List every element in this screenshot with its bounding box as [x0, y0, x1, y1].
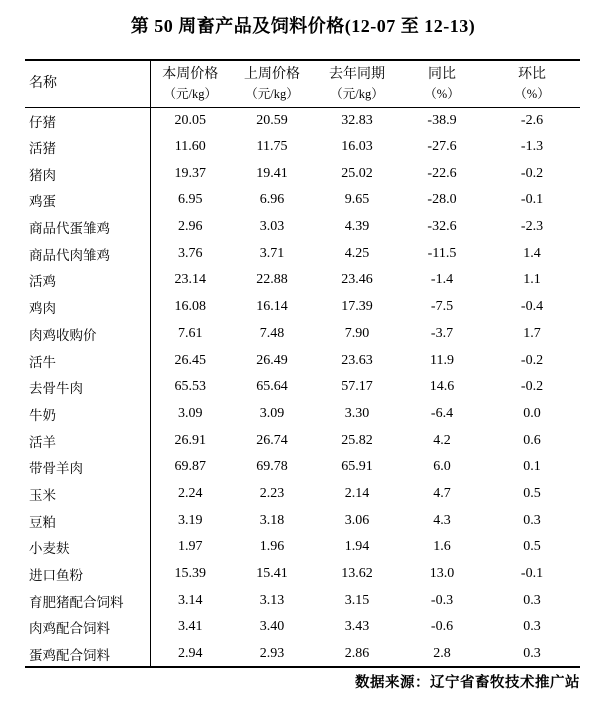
row-name-cell: 肉鸡配合饲料 [25, 614, 150, 641]
row-value-cell: 3.13 [259, 592, 285, 608]
table-row [25, 240, 580, 267]
header-last-year-label: 去年同期 [329, 66, 385, 82]
row-value-cell: 3.09 [178, 405, 203, 421]
header-last-year-unit: （元/kg） [330, 86, 384, 101]
header-yoy-change [400, 60, 484, 107]
row-name-cell: 小麦麸 [25, 534, 150, 561]
row-value-cell: 15.39 [174, 566, 206, 582]
row-value-cell: 26.45 [174, 352, 206, 368]
row-value-cell: -22.6 [427, 165, 457, 181]
table-row [25, 401, 580, 428]
header-this-week-price [150, 60, 230, 107]
row-value-cell: 3.18 [259, 512, 285, 528]
row-name-cell: 鸡蛋 [25, 187, 150, 214]
row-value-cell: 1.7 [523, 325, 541, 341]
row-value-cell: -3.7 [430, 325, 454, 341]
row-name-cell: 肉鸡收购价 [25, 321, 150, 348]
row-value-cell: 26.91 [174, 432, 206, 448]
row-value-cell: 7.61 [178, 325, 203, 341]
row-name-cell: 活猪 [25, 134, 150, 161]
row-value-cell: 4.25 [344, 245, 370, 261]
row-value-cell: 2.14 [344, 485, 370, 501]
row-value-cell: 0.5 [523, 539, 541, 555]
row-value-cell: 0.3 [523, 592, 541, 608]
table-row [25, 641, 580, 668]
header-last-week-price [230, 60, 314, 107]
row-value-cell: 26.49 [256, 352, 288, 368]
header-name [25, 60, 150, 107]
row-value-cell: 65.64 [256, 379, 288, 395]
row-value-cell: 2.23 [259, 485, 285, 501]
row-value-cell: 3.43 [344, 619, 370, 635]
row-value-cell: 2.8 [433, 645, 451, 661]
table-row [25, 267, 580, 294]
row-value-cell: -0.6 [430, 619, 454, 635]
row-value-cell: 65.91 [341, 459, 373, 475]
row-value-cell: 7.90 [344, 325, 370, 341]
data-source-note: 数据来源：辽宁省畜牧技术推广站 [355, 675, 580, 692]
row-name-cell: 商品代肉雏鸡 [25, 240, 150, 267]
table-row [25, 321, 580, 348]
table-row [25, 187, 580, 214]
row-value-cell: 16.08 [174, 299, 206, 315]
row-value-cell: 26.74 [256, 432, 288, 448]
table-header [25, 60, 580, 107]
row-value-cell: 19.37 [174, 165, 206, 181]
table-row [25, 214, 580, 241]
page-title: 第 50 周畜产品及饲料价格(12-07 至 12-13) [130, 16, 476, 36]
row-value-cell: -6.4 [430, 405, 454, 421]
table-row [25, 427, 580, 454]
row-value-cell: 17.39 [341, 299, 373, 315]
row-name-cell: 蛋鸡配合饲料 [25, 641, 150, 668]
row-value-cell: 57.17 [341, 379, 373, 395]
row-value-cell: -0.2 [520, 379, 544, 395]
row-value-cell: 0.3 [523, 645, 541, 661]
table-row [25, 454, 580, 481]
row-name-cell: 活羊 [25, 427, 150, 454]
row-value-cell: 25.82 [341, 432, 373, 448]
row-value-cell: 16.14 [256, 299, 288, 315]
table-row [25, 347, 580, 374]
header-last-week-label: 上周价格 [244, 66, 300, 82]
row-value-cell: 4.3 [433, 512, 451, 528]
header-last-year-period [314, 60, 400, 107]
price-table [25, 59, 580, 668]
row-value-cell: 9.65 [344, 192, 370, 208]
row-value-cell: 13.0 [429, 566, 455, 582]
row-value-cell: 1.6 [433, 539, 451, 555]
table-row [25, 134, 580, 161]
row-value-cell: 25.02 [341, 165, 373, 181]
row-value-cell: 2.86 [344, 645, 370, 661]
row-value-cell: -7.5 [430, 299, 454, 315]
header-last-week-unit: （元/kg） [245, 86, 299, 101]
row-value-cell: 3.15 [344, 592, 370, 608]
table-row [25, 107, 580, 134]
row-value-cell: -27.6 [427, 139, 457, 155]
row-value-cell: 20.05 [174, 112, 206, 128]
row-value-cell: 69.78 [256, 459, 288, 475]
row-value-cell: -2.6 [520, 112, 544, 128]
row-value-cell: 23.63 [341, 352, 373, 368]
row-value-cell: 6.0 [433, 459, 451, 475]
row-value-cell: 1.96 [259, 539, 285, 555]
table-row [25, 374, 580, 401]
row-value-cell: 0.5 [523, 485, 541, 501]
row-value-cell: 32.83 [341, 112, 373, 128]
row-name-cell: 进口鱼粉 [25, 561, 150, 588]
row-value-cell: 0.3 [523, 512, 541, 528]
row-value-cell: 6.96 [259, 192, 285, 208]
header-yoy-label: 同比 [428, 66, 456, 82]
row-value-cell: -11.5 [427, 245, 457, 261]
table-row [25, 481, 580, 508]
row-name-cell: 去骨牛肉 [25, 374, 150, 401]
row-value-cell: 22.88 [256, 272, 288, 288]
table-row [25, 614, 580, 641]
header-wow-change [484, 60, 580, 107]
row-value-cell: 3.71 [259, 245, 285, 261]
row-value-cell: 11.9 [430, 352, 454, 368]
table-row [25, 507, 580, 534]
row-value-cell: 1.94 [344, 539, 370, 555]
row-name-cell: 活牛 [25, 347, 150, 374]
row-value-cell: 11.60 [174, 139, 206, 155]
row-value-cell: 2.94 [178, 645, 203, 661]
row-value-cell: 4.7 [433, 485, 451, 501]
row-value-cell: -0.2 [520, 165, 544, 181]
row-value-cell: 0.0 [523, 405, 541, 421]
row-value-cell: 0.1 [523, 459, 541, 475]
row-name-cell: 鸡肉 [25, 294, 150, 321]
table-row [25, 587, 580, 614]
row-value-cell: 4.39 [344, 219, 370, 235]
header-yoy-unit: （%） [424, 86, 460, 101]
row-value-cell: 0.3 [523, 619, 541, 635]
row-value-cell: 13.62 [341, 566, 373, 582]
row-value-cell: 15.41 [256, 566, 288, 582]
row-value-cell: -1.4 [430, 272, 454, 288]
row-name-cell: 猪肉 [25, 160, 150, 187]
row-name-cell: 带骨羊肉 [25, 454, 150, 481]
row-value-cell: -0.4 [520, 299, 544, 315]
row-name-cell: 玉米 [25, 481, 150, 508]
row-value-cell: -0.1 [520, 566, 544, 582]
table-row [25, 294, 580, 321]
row-value-cell: 7.48 [259, 325, 285, 341]
row-value-cell: 23.14 [174, 272, 206, 288]
row-value-cell: 3.06 [344, 512, 370, 528]
header-name-label: 名称 [29, 76, 57, 92]
row-value-cell: 1.1 [523, 272, 541, 288]
row-value-cell: 11.75 [256, 139, 288, 155]
row-value-cell: 3.14 [178, 592, 203, 608]
row-value-cell: 23.46 [341, 272, 373, 288]
row-value-cell: 6.95 [178, 192, 203, 208]
row-value-cell: 1.97 [178, 539, 203, 555]
row-value-cell: 3.03 [259, 219, 285, 235]
row-name-cell: 育肥猪配合饲料 [25, 587, 150, 614]
row-value-cell: 16.03 [341, 139, 373, 155]
table-row [25, 160, 580, 187]
row-value-cell: -32.6 [427, 219, 457, 235]
row-value-cell: 2.96 [178, 219, 203, 235]
row-value-cell: 3.76 [178, 245, 203, 261]
row-value-cell: 69.87 [174, 459, 206, 475]
row-value-cell: 20.59 [256, 112, 288, 128]
header-this-week-unit: （元/kg） [163, 86, 217, 101]
row-value-cell: 19.41 [256, 165, 288, 181]
table-body [25, 107, 580, 667]
row-value-cell: 1.4 [523, 245, 541, 261]
row-value-cell: -0.2 [520, 352, 544, 368]
table-row [25, 561, 580, 588]
row-value-cell: -0.1 [520, 192, 544, 208]
row-value-cell: -38.9 [427, 112, 457, 128]
row-value-cell: 3.41 [178, 619, 203, 635]
row-name-cell: 商品代蛋雏鸡 [25, 214, 150, 241]
row-value-cell: 4.2 [433, 432, 451, 448]
row-value-cell: 2.93 [259, 645, 285, 661]
table-row [25, 534, 580, 561]
header-wow-label: 环比 [518, 66, 546, 82]
row-value-cell: -28.0 [427, 192, 457, 208]
row-value-cell: 2.24 [178, 485, 203, 501]
row-value-cell: 3.40 [259, 619, 285, 635]
row-value-cell: -2.3 [520, 219, 544, 235]
row-value-cell: -1.3 [520, 139, 544, 155]
row-name-cell: 仔猪 [25, 107, 150, 134]
row-value-cell: 3.09 [259, 405, 285, 421]
row-name-cell: 牛奶 [25, 401, 150, 428]
row-value-cell: 3.19 [178, 512, 203, 528]
header-row [25, 60, 580, 107]
row-name-cell: 活鸡 [25, 267, 150, 294]
row-value-cell: 14.6 [429, 379, 455, 395]
header-wow-unit: （%） [514, 86, 550, 101]
row-value-cell: 65.53 [174, 379, 206, 395]
row-name-cell: 豆粕 [25, 507, 150, 534]
row-value-cell: -0.3 [430, 592, 454, 608]
row-value-cell: 0.6 [523, 432, 541, 448]
header-this-week-label: 本周价格 [162, 66, 219, 82]
row-value-cell: 3.30 [344, 405, 370, 421]
